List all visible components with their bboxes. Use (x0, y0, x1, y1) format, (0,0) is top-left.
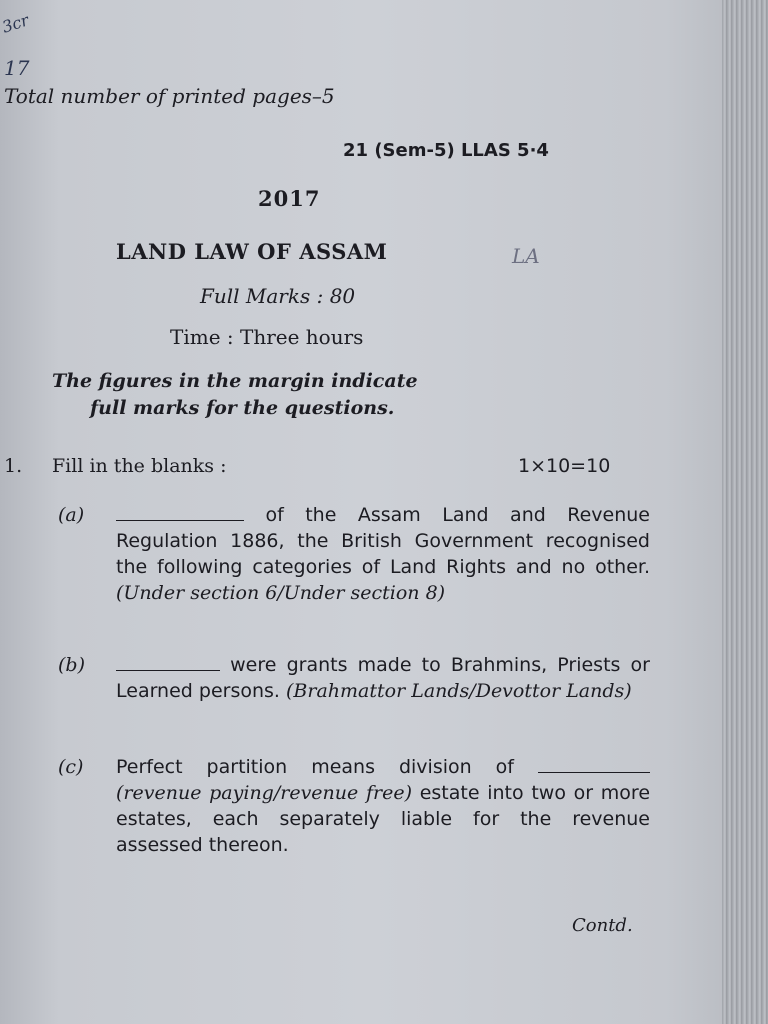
item-c-text-post: estate into two or more estates, each separately liable for the revenue assessed thereon. (116, 782, 651, 856)
item-b-options: (Brahmattor Lands/Devottor Lands) (286, 680, 632, 702)
time-allowed: Time : Three hours (170, 325, 364, 349)
paper-title: LAND LAW OF ASSAM (116, 239, 388, 264)
handwritten-mark: LA (512, 244, 540, 268)
item-b (116, 652, 650, 704)
item-c-options: (revenue paying/revenue free) (116, 782, 412, 804)
fill-blank (116, 654, 220, 671)
item-a-label: (a) (58, 504, 85, 526)
page-stack-edge (722, 0, 768, 1024)
item-c-label: (c) (58, 756, 84, 778)
question-marks: 1×10=10 (518, 455, 611, 477)
instructions (52, 368, 612, 422)
item-b-text: were grants made to Brahmins, Priests or Learned persons. (116, 654, 650, 702)
item-b-label: (b) (58, 654, 85, 676)
continued-note: Contd. (572, 915, 633, 936)
fill-blank (538, 756, 650, 773)
question-number: 1. (4, 455, 23, 477)
instruction-line-2: full marks for the questions. (90, 397, 395, 419)
handwritten-number: 17 (4, 56, 30, 80)
fill-blank (116, 504, 244, 521)
total-pages-text: Total number of printed pages–5 (4, 84, 335, 108)
paper-code: 21 (Sem-5) LLAS 5·4 (343, 140, 549, 161)
item-a (116, 502, 650, 606)
handwritten-note: 3cr (0, 10, 32, 37)
question-text: Fill in the blanks : (52, 455, 227, 477)
item-a-options: (Under section 6/Under section 8) (116, 582, 446, 604)
item-c-text-pre: Perfect partition means division of (116, 756, 514, 778)
instruction-line-1: The figures in the margin indicate (52, 370, 418, 392)
exam-year: 2017 (258, 186, 321, 211)
full-marks: Full Marks : 80 (200, 284, 356, 308)
item-a-text: of the Assam Land and Revenue Regulation 1886, the British Government recognised the following categories of Land Rights and no other. (116, 504, 650, 578)
item-c (116, 754, 650, 858)
